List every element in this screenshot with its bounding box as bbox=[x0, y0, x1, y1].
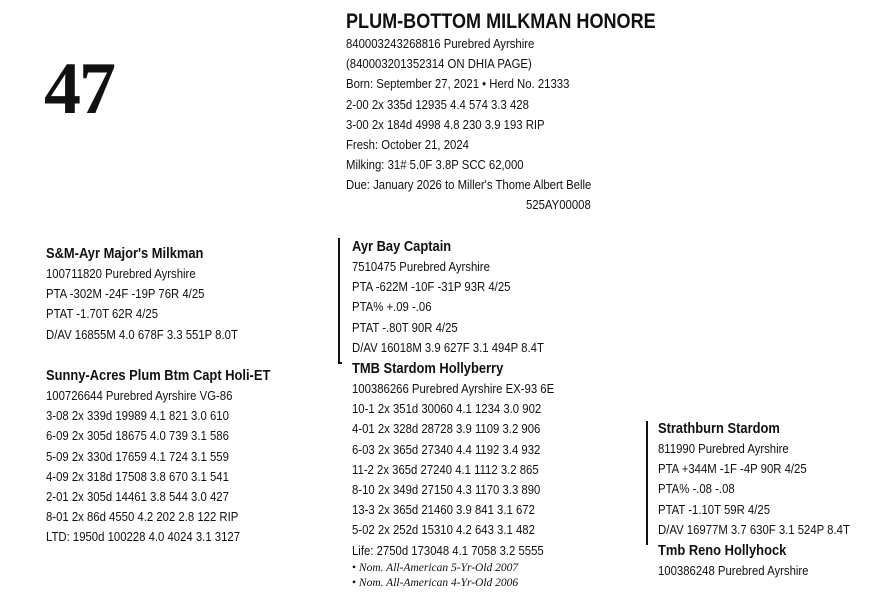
granddam-line: 100386266 Purebred Ayrshire EX-93 6E bbox=[352, 381, 555, 396]
granddam-block bbox=[352, 359, 587, 591]
great-grandsire-line: PTAT -1.10T 59R 4/25 bbox=[658, 501, 771, 517]
dam-line: 2-01 2x 305d 14461 3.8 544 3.0 427 bbox=[46, 489, 229, 505]
sire-of-dam-line: PTA -622M -10F -31P 93R 4/25 bbox=[352, 279, 511, 295]
sire-line: D/AV 16855M 4.0 678F 3.3 551P 8.0T bbox=[46, 326, 238, 342]
granddam-note: • Nom. All-American 4-Yr-Old 2006 bbox=[352, 576, 587, 591]
dam-line: 4-09 2x 318d 17508 3.8 670 3.1 541 bbox=[46, 468, 229, 484]
dam-line: 8-01 2x 86d 4550 4.2 202 2.8 122 RIP bbox=[46, 509, 239, 525]
sire-of-dam-line: D/AV 16018M 3.9 627F 3.1 494P 8.4T bbox=[352, 339, 544, 355]
dam-line: LTD: 1950d 100228 4.0 4024 3.1 3127 bbox=[46, 529, 241, 545]
great-granddam-name: Tmb Reno Hollyhock bbox=[658, 542, 787, 559]
sire-of-dam-line: PTA% +.09 -.06 bbox=[352, 299, 432, 315]
cow-fresh: Fresh: October 21, 2024 bbox=[346, 137, 469, 153]
cow-born: Born: September 27, 2021 • Herd No. 21333 bbox=[346, 76, 570, 92]
granddam-line: 10-1 2x 351d 30060 4.1 1234 3.0 902 bbox=[352, 401, 542, 417]
sire-of-dam-line: PTAT -.80T 90R 4/25 bbox=[352, 319, 458, 335]
granddam-line: 6-03 2x 365d 27340 4.4 1192 3.4 932 bbox=[352, 441, 541, 457]
great-granddam-line: 100386248 Purebred Ayrshire bbox=[658, 563, 809, 578]
dam-block bbox=[46, 366, 307, 548]
granddam-bracket-line bbox=[646, 421, 648, 545]
sire-of-dam-name: Ayr Bay Captain bbox=[352, 238, 452, 255]
sire-line: PTA -302M -24F -19P 76R 4/25 bbox=[46, 286, 205, 302]
cow-due-code: 525AY00008 bbox=[526, 197, 591, 212]
great-grandsire-block bbox=[658, 419, 881, 540]
sire-bracket-foot bbox=[338, 362, 342, 364]
sire-of-dam-line: 7510475 Purebred Ayrshire bbox=[352, 259, 490, 274]
great-grandsire-line: PTA +344M -1F -4P 90R 4/25 bbox=[658, 461, 807, 477]
cow-details bbox=[346, 34, 631, 196]
dam-line: 3-08 2x 339d 19989 4.1 821 3.0 610 bbox=[46, 408, 229, 424]
cow-milking: Milking: 31# 5.0F 3.8P SCC 62,000 bbox=[346, 157, 524, 173]
granddam-line: 13-3 2x 365d 21460 3.9 841 3.1 672 bbox=[352, 502, 535, 518]
great-grandsire-name: Strathburn Stardom bbox=[658, 420, 780, 437]
cow-name: PLUM-BOTTOM MILKMAN HONORE bbox=[346, 10, 656, 33]
cow-record: 2-00 2x 335d 12935 4.4 574 3.3 428 bbox=[346, 96, 529, 112]
sire-bracket-line bbox=[338, 238, 340, 364]
dam-line: 6-09 2x 305d 18675 4.0 739 3.1 586 bbox=[46, 428, 229, 444]
cow-record: 3-00 2x 184d 4998 4.8 230 3.9 193 RIP bbox=[346, 116, 545, 132]
sire-name: S&M-Ayr Major's Milkman bbox=[46, 245, 204, 262]
dam-name: Sunny-Acres Plum Btm Capt Holi-ET bbox=[46, 367, 271, 384]
granddam-line: 8-10 2x 349d 27150 4.3 1170 3.3 890 bbox=[352, 482, 541, 498]
great-grandsire-line: 811990 Purebred Ayrshire bbox=[658, 441, 789, 456]
sire-of-dam-block bbox=[352, 237, 575, 358]
sire-line: 100711820 Purebred Ayrshire bbox=[46, 266, 196, 281]
lot-number: 47 bbox=[44, 48, 114, 130]
sire-line: PTAT -1.70T 62R 4/25 bbox=[46, 306, 159, 322]
granddam-line: 11-2 2x 365d 27240 4.1 1112 3.2 865 bbox=[352, 461, 539, 477]
granddam-line: Life: 2750d 173048 4.1 7058 3.2 5555 bbox=[352, 542, 544, 558]
sire-block bbox=[46, 244, 269, 345]
granddam-line: 5-02 2x 252d 15310 4.2 643 3.1 482 bbox=[352, 522, 535, 538]
great-grandsire-line: D/AV 16977M 3.7 630F 3.1 524P 8.4T bbox=[658, 521, 850, 537]
granddam-note: • Nom. All-American 5-Yr-Old 2007 bbox=[352, 561, 587, 576]
cow-registration: 840003243268816 Purebred Ayrshire bbox=[346, 36, 535, 51]
cow-due: Due: January 2026 to Miller's Thome Albert Belle bbox=[346, 177, 592, 193]
dam-line: 5-09 2x 330d 17659 4.1 724 3.1 559 bbox=[46, 448, 229, 464]
great-granddam-block bbox=[658, 541, 833, 581]
granddam-name: TMB Stardom Hollyberry bbox=[352, 360, 504, 377]
dam-line: 100726644 Purebred Ayrshire VG-86 bbox=[46, 388, 233, 403]
granddam-line: 4-01 2x 328d 28728 3.9 1109 3.2 906 bbox=[352, 421, 541, 437]
great-grandsire-line: PTA% -.08 -.08 bbox=[658, 481, 735, 497]
cow-dhia-id: (840003201352314 ON DHIA PAGE) bbox=[346, 56, 532, 72]
